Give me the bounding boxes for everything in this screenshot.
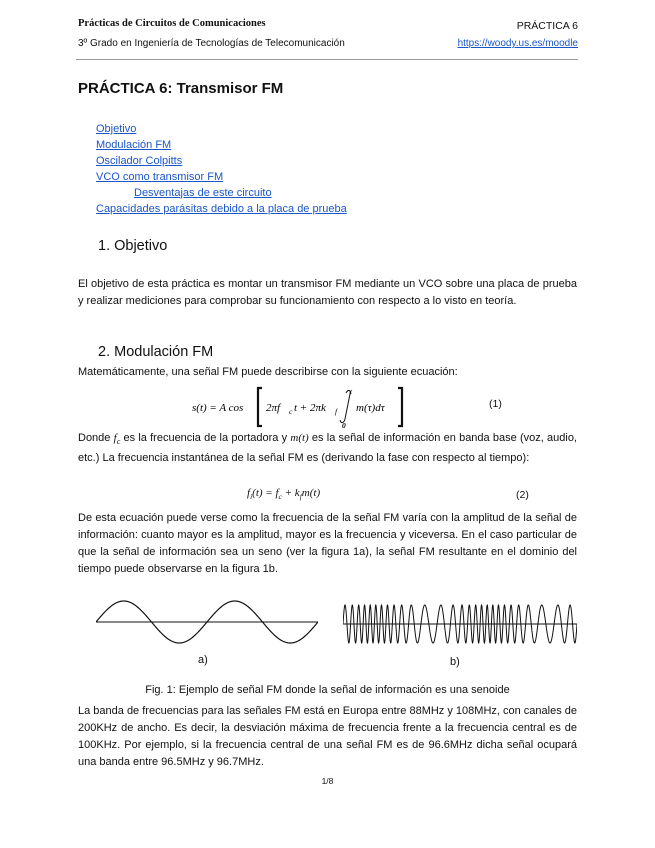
toc-link-oscilador-colpitts[interactable]: Oscilador Colpitts — [96, 154, 183, 167]
table-of-contents — [96, 122, 347, 217]
paragraph-objetivo: El objetivo de esta práctica es montar un transmisor FM mediante un VCO sobre una placa de prueba y realizar mediciones para comprobar su funcionamiento con respecto a lo visto en teoría. — [78, 278, 577, 307]
paragraph-intro-equation: Matemáticamente, una señal FM puede describirse con la siguiente ecuación: — [78, 366, 458, 378]
figure-1b-fm-signal — [343, 600, 577, 648]
header-practice-tag: PRÁCTICA 6 — [516, 20, 578, 32]
inline-var-mt: m(t) — [290, 432, 309, 444]
equation-1 — [192, 384, 442, 433]
toc-link-vco-transmisor[interactable]: VCO como transmisor FM — [96, 170, 224, 183]
toc-link-modulacion-fm[interactable]: Modulación FM — [96, 138, 172, 151]
toc-link-desventajas[interactable]: Desventajas de este circuito — [134, 186, 272, 199]
figure-label-a: a) — [198, 654, 208, 666]
figure-caption: Fig. 1: Ejemplo de señal FM donde la señal de información es una senoide — [145, 684, 510, 696]
header-divider — [76, 59, 578, 60]
eq1-body2-sub: f — [335, 407, 338, 416]
equation-1-number: (1) — [489, 398, 502, 410]
section-heading-objetivo: 1. Objetivo — [98, 238, 168, 254]
inline-var-fc: $f_c$ — [113, 432, 121, 447]
eq1-integrand: m(τ)dτ — [356, 402, 385, 414]
eq1-lhs: s(t) = A cos — [192, 402, 244, 414]
eq1-body2: t + 2πk — [294, 402, 326, 414]
header-degree: 3º Grado en Ingeniería de Tecnologías de Telecomunicación — [78, 38, 345, 49]
header-url-link[interactable]: https://woody.us.es/moodle — [457, 38, 578, 49]
figure-1a-sine-wave — [96, 596, 318, 648]
paragraph-donde: Donde $f_c$ es la frecuencia de la portadora y m(t) es la señal de información en banda base (voz, audio, etc.) La frecuencia instantánea de la señal FM es (derivando la fase con respecto al tiempo): — [78, 432, 577, 465]
section-heading-modulacion: 2. Modulación FM — [98, 344, 214, 360]
integral-sign-icon — [340, 390, 350, 422]
figure-label-b: b) — [450, 656, 460, 668]
page-title: PRÁCTICA 6: Transmisor FM — [78, 80, 284, 97]
equation-2-number: (2) — [516, 489, 529, 501]
paragraph-frecuencia: De esta ecuación puede verse como la frecuencia de la señal FM varía con la amplitud de la señal de información: cuanto mayor es la amplitud, mayor es la frecuencia y viceversa. En el caso particular de que la señal de información sea un seno (ver la figura 1a), la señal FM resultante en el dominio del tiempo puede observarse en la figura 1b. — [78, 512, 577, 575]
page-number: 1/8 — [321, 776, 334, 786]
equation-1-graphic — [192, 384, 442, 430]
toc-link-capacidades-parasitas[interactable]: Capacidades parásitas debido a la placa de prueba — [96, 202, 347, 215]
eq1-int-lower: 0 — [342, 421, 346, 430]
right-bracket-icon — [398, 388, 402, 426]
paragraph-banda-fm: La banda de frecuencias para las señales FM está en Europa entre 88MHz y 108MHz, con canales de 200KHz de ancho. Es decir, la desviación máxima de frecuencia frente a la frecuencia central es de 100KHz. Por ejemplo, si la frecuencia central de una señal FM es de 96.6MHz dicha señal ocupará una banda entre 96.5MHz y 96.7MHz. — [78, 705, 577, 768]
eq1-body-sub: c — [289, 407, 293, 416]
header-course: Prácticas de Circuitos de Comunicaciones — [78, 18, 266, 29]
equation-2: $f_i(t) = f_c + k_fm(t)$ — [247, 487, 321, 502]
left-bracket-icon — [258, 388, 262, 426]
eq1-body: 2πf — [266, 402, 281, 414]
toc-link-objetivo[interactable]: Objetivo — [96, 123, 137, 135]
eq1-int-upper: t — [350, 387, 353, 396]
